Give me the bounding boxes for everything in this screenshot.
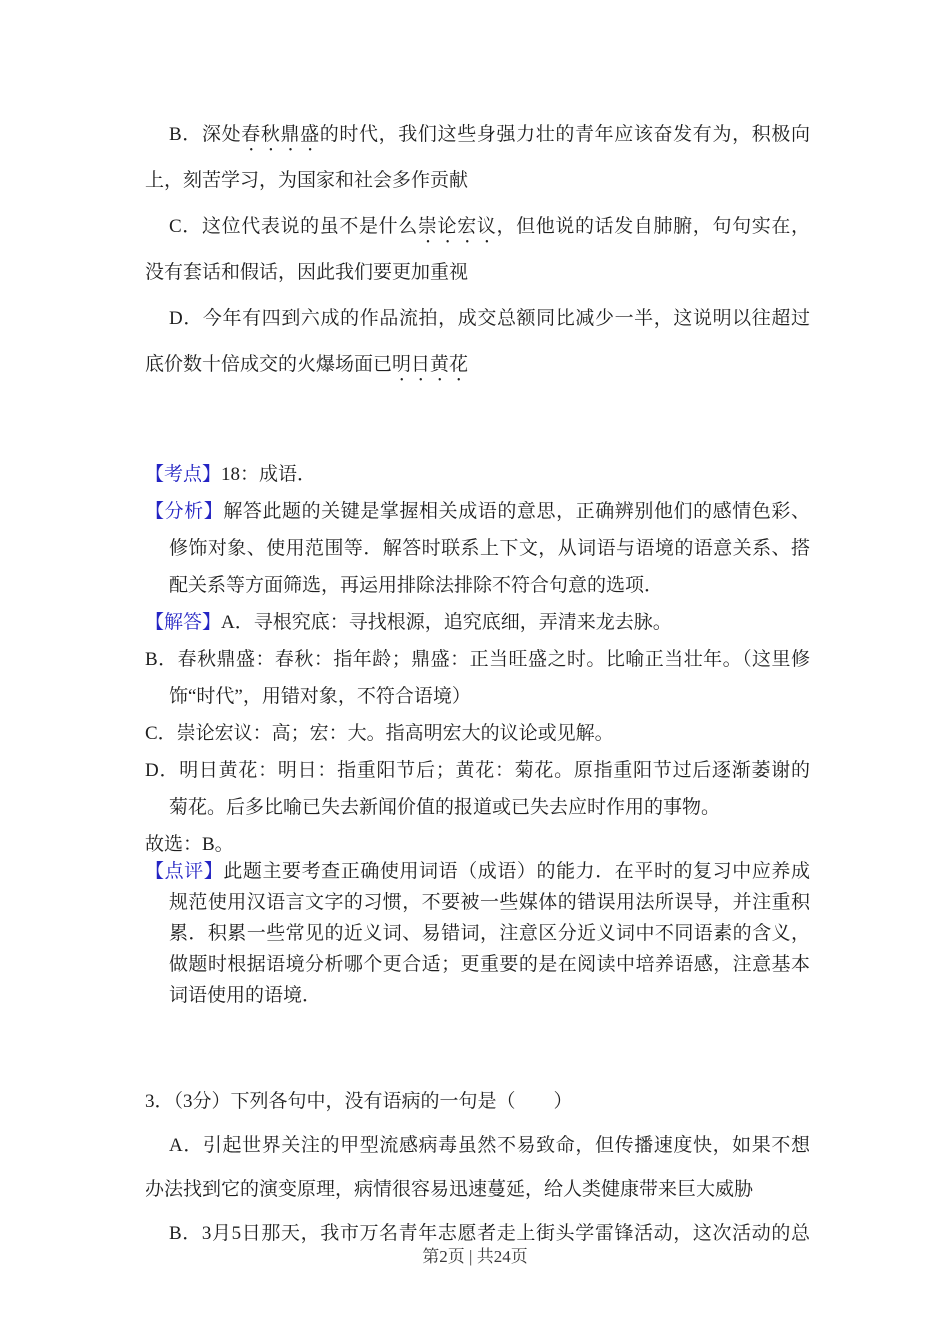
kaodian-text: 18：成语． bbox=[221, 464, 317, 485]
fenxi-label: 【分析】 bbox=[145, 501, 224, 522]
jieda-line1 bbox=[145, 604, 810, 641]
kaodian-line bbox=[145, 456, 810, 493]
fenxi-line2: 修饰对象、使用范围等．解答时联系上下文，从词语与语境的语意关系、搭 bbox=[169, 538, 810, 559]
page-number-indicator: 第2页 | 共24页 bbox=[422, 1247, 528, 1266]
q2-option-d-line1: D．今年有四到六成的作品流拍，成交总额同比减少一半，这说明以往超过 bbox=[169, 308, 810, 329]
dianping-comment-section bbox=[145, 856, 810, 1011]
definition-c-line1: C．崇论宏议：高；宏：大。指高明宏大的议论或见解。 bbox=[145, 723, 614, 744]
q2-option-d-line2 bbox=[145, 342, 810, 388]
fenxi-line1 bbox=[145, 493, 810, 530]
q2-option-b-line1 bbox=[145, 112, 810, 158]
dianping-text1: 此题主要考查正确使用词语（成语）的能力．在平时的复习中应养成 bbox=[223, 861, 810, 882]
dianping-line4: 做题时根据语境分析哪个更合适；更重要的是在阅读中培养语感，注意基本 bbox=[169, 954, 810, 975]
q3-stem: 3．（3分）下列各句中，没有语病的一句是（ ） bbox=[145, 1091, 573, 1112]
option-c-text-post: ，但他说的话发自肺腑，句句实在， bbox=[496, 216, 810, 237]
option-c-text-pre: C．这位代表说的虽不是什么 bbox=[169, 216, 418, 237]
dianping-label: 【点评】 bbox=[145, 861, 224, 882]
answer-conclusion: 故选：B。 bbox=[145, 834, 234, 855]
answer-analysis-section bbox=[145, 456, 810, 863]
definition-d-line1: D．明日黄花：明日：指重阳节后；黄花：菊花。原指重阳节过后逐渐萎谢的 bbox=[145, 760, 810, 781]
q3-option-a-line1: A．引起世界关注的甲型流感病毒虽然不易致命，但传播速度快，如果不想 bbox=[169, 1135, 810, 1156]
fenxi-line3: 配关系等方面筛选，再运用排除法排除不符合句意的选项． bbox=[169, 575, 664, 596]
dianping-line3: 累．积累一些常见的近义词、易错词，注意区分近义词中不同语素的含义， bbox=[169, 923, 810, 944]
q2-option-c-line1 bbox=[145, 204, 810, 250]
question2-options-section bbox=[145, 112, 810, 388]
q3-option-b-line1: B．3月5日那天，我市万名青年志愿者走上街头学雷锋活动，这次活动的总 bbox=[169, 1223, 810, 1244]
q3-option-a-line2: 办法找到它的演变原理，病情很容易迅速蔓延，给人类健康带来巨大威胁 bbox=[145, 1179, 754, 1200]
emphasized-idiom-mingrihuanghua: 明日黄花 bbox=[392, 354, 469, 375]
definition-b-line2: 饰“时代”，用错对象，不符合语境） bbox=[169, 686, 471, 707]
emphasized-idiom-chonglunhongyi: 崇论宏议 bbox=[417, 216, 497, 237]
q2-option-c-line2: 没有套话和假话，因此我们要更加重视 bbox=[145, 262, 469, 283]
option-d-text-pre: 底价数十倍成交的火爆场面已 bbox=[145, 354, 393, 375]
dianping-line1 bbox=[145, 856, 810, 887]
question3-section bbox=[145, 1080, 810, 1256]
definition-b-line1: B．春秋鼎盛：春秋：指年龄；鼎盛：正当旺盛之时。比喻正当壮年。（这里修 bbox=[145, 649, 810, 670]
kaodian-label: 【考点】 bbox=[145, 464, 222, 485]
jieda-text1: A．寻根究底：寻找根源，追究底细，弄清来龙去脉。 bbox=[221, 612, 672, 633]
jieda-label: 【解答】 bbox=[145, 612, 222, 633]
option-b-text-pre: B．深处 bbox=[169, 124, 242, 145]
option-b-text-post: 的时代，我们这些身强力壮的青年应该奋发有为，积极向 bbox=[319, 124, 810, 145]
dianping-line2: 规范使用汉语言文字的习惯，不要被一些媒体的错误用法所误导，并注重积 bbox=[169, 892, 810, 913]
q2-option-b-line2: 上，刻苦学习，为国家和社会多作贡献 bbox=[145, 170, 469, 191]
dianping-line5: 词语使用的语境． bbox=[169, 985, 322, 1006]
definition-d-line2: 菊花。后多比喻已失去新闻价值的报道或已失去应时作用的事物。 bbox=[169, 797, 721, 818]
emphasized-idiom-chunqiudingsheng: 春秋鼎盛 bbox=[241, 124, 320, 145]
fenxi-text1: 解答此题的关键是掌握相关成语的意思，正确辨别他们的感情色彩、 bbox=[223, 501, 810, 522]
